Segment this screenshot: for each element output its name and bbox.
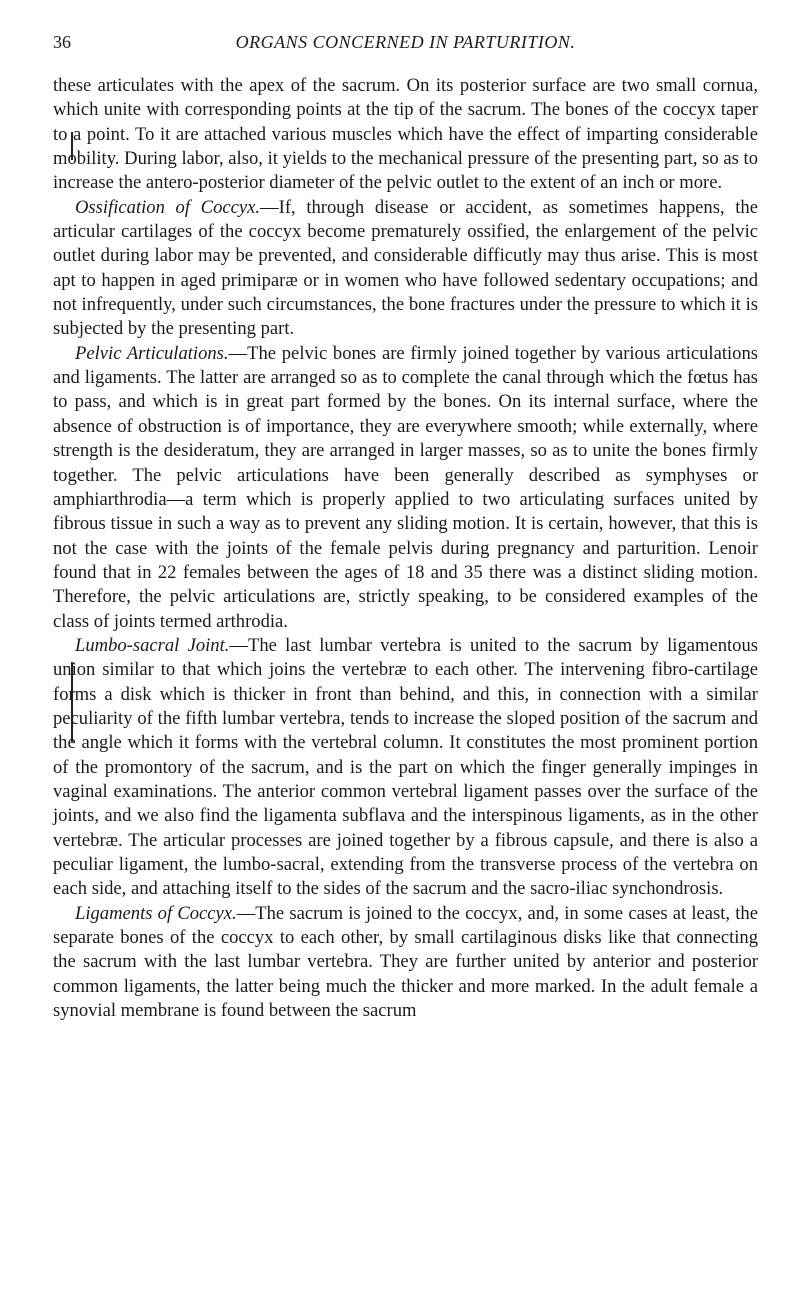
section-heading: Ossification of Coccyx.	[75, 196, 261, 218]
paragraph-ligaments-of-coccyx	[53, 902, 758, 1024]
section-heading: Ligaments of Coccyx.	[75, 902, 237, 924]
running-head	[53, 32, 758, 56]
paragraph-text: —If, through disease or accident, as sometimes happens, the articular cartilages of the coccyx become prematurely ossified, the enlargement of the pelvic outlet during labor may be prevented, and considerable difficutly may thus arise. This is most apt to happen in aged primiparæ or in women who have followed sedentary occupations; and not infrequently, under such circumstances, the bone fractures under the pressure to which it is subjected by the presenting part.	[53, 196, 758, 340]
paragraph-coccyx-intro	[53, 74, 758, 196]
page-number: 36	[53, 32, 71, 52]
paragraph-text: —The pelvic bones are firmly joined together by various articulations and ligaments. The latter are arranged so as to complete the canal through which the fœtus has to pass, and which is in great part formed by the bones. On its internal surface, where the absence of obstruction is of importance, they are everywhere smooth; while externally, where strength is the desideratum, they are arranged in larger masses, so as to unite the bones firmly together. The pelvic articulations have been generally described as symphyses or amphiarthrodia—a term which is properly applied to two articulating surfaces united by fibrous tissue in such a way as to prevent any sliding motion. It is certain, however, that this is not the case with the joints of the female pelvis during pregnancy and parturition. Lenoir found that in 22 females between the ages of 18 and 35 there was a distinct sliding motion. Therefore, the pelvic articulations are, strictly speaking, to be considered examples of the class of joints termed arthrodia.	[53, 342, 758, 632]
paragraph-text: —The sacrum is joined to the coccyx, and, in some cases at least, the separate bones of the coccyx to each other, by small cartilaginous disks like that connecting the sacrum with the last lumbar vertebra. They are further united by anterior and posterior common ligaments, the latter being much the thicker and more marked. In the adult female a synovial membrane is found between the sacrum	[53, 902, 758, 1022]
running-title: ORGANS CONCERNED IN PARTURITION.	[235, 32, 576, 52]
paragraph-pelvic-articulations	[53, 342, 758, 634]
paragraph-text: these articulates with the apex of the sacrum. On its posterior surface are two small cornua, which unite with corresponding points at the tip of the sacrum. The bones of the coccyx taper to a point. To it are attached various muscles which have the effect of imparting considerable mobility. During labor, also, it yields to the mechanical pressure of the presenting part, so as to increase the antero-posterior diameter of the pelvic outlet to the extent of an inch or more.	[53, 75, 758, 194]
section-heading: Pelvic Articulations.	[75, 342, 229, 364]
paragraph-text: —The last lumbar vertebra is united to the sacrum by ligamentous union similar to that which joins the vertebræ to each other. The intervening fibro-cartilage forms a disk which is thicker in front than behind, and this, in connection with a similar peculiarity of the fifth lumbar vertebra, tends to increase the sloped position of the sacrum and the angle which it forms with the vertebral column. It constitutes the most prominent portion of the promontory of the sacrum, and is the part on which the finger generally impinges in vaginal examinations. The anterior common vertebral ligament passes over the surface of the joints, and we also find the ligamenta subflava and the interspinous ligaments, as in the other vertebræ. The articular processes are joined together by a fibrous capsule, and there is also a peculiar ligament, the lumbo-sacral, extending from the transverse process of the vertebra on each side, and attaching itself to the sides of the sacrum and the sacro-iliac synchondrosis.	[53, 634, 759, 900]
paragraph-ossification-of-coccyx	[53, 196, 758, 342]
section-heading: Lumbo-sacral Joint.	[75, 634, 230, 656]
body-text	[53, 74, 758, 1023]
book-page	[53, 0, 758, 1296]
paragraph-lumbo-sacral-joint	[53, 634, 758, 902]
